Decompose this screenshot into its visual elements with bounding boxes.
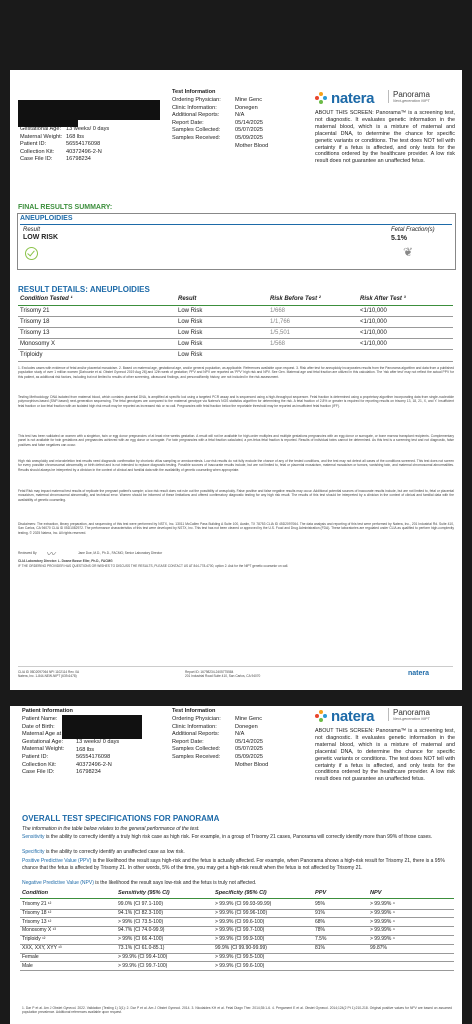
spec-cell: 99.9% (CI 99.90-99.99) (215, 945, 267, 951)
row-divider (18, 349, 453, 350)
spec-cell: Male (22, 962, 33, 969)
spec-cell: > 99.99% ⁴ (370, 918, 395, 925)
spec-cell: Trisomy 13 ¹² (22, 918, 52, 925)
footer-left: CLIA ID 05D2097064 NPI 1102114 Rev. 0A Natera, Inc. 1-844-NEW-NIPT (639-6478) (18, 670, 80, 678)
natera-logo-icon (315, 710, 328, 723)
spec-cell: > 99.9% (CI 99.4-100) (118, 953, 168, 960)
questions-note: IF THE ORDERING PROVIDER HAS QUESTIONS OR WISHES TO DISCUSS THE RESULTS, PLEASE CONTACT US AT 844-778-4700, option 2. Ask for the NIPT genetic counselor on call. (18, 564, 289, 568)
spec-cell: > 99% (CI 73.5-100) (118, 918, 164, 925)
spec-cell: Triploidy ¹² (22, 936, 46, 943)
about-this-screen-2: ABOUT THIS SCREEN: Panorama™ is a screening test, not diagnostic. It evaluates genetic information in the maternal blood, which is a mixture of maternal and placental DNA, to determine the chance for specific genetic variants or conditions. The test does NOT tell with certainty if a fetus is affected, and only tests for the conditions ordered by the healthcare provider. A low risk result does not guarantee an unaffected fetus. (315, 728, 455, 783)
col-risk-before: Risk Before Test ² (270, 296, 321, 302)
row-divider (20, 970, 454, 971)
test-info-title-2: Test Information (172, 708, 216, 714)
report-page-2: Patient Information Patient Name: Date of Birth: Maternal Age at Gestational Age: Maternal Weight: Patient ID: Collection Kit: Case File ID: 13 weeks/ 0 days 168 lbs 56554176098 40372496-2-N 16798234 Test Information Ordering Physician: Clinic Information: Additional Reports: Report Date: Samples Collected: Samples Received: Mine Genc Donegen N/A 05/14/2025 05/07/2025 05/09/2025 Mother Blood natera Panorama Next-generation NIPT ABOUT THIS SCREEN: Panorama™ is a screening test, not diagnostic. It evaluates genetic information in the maternal blood, which is a mixture of maternal and placental DNA, to determine the chance for specific genetic variants or conditions. The test does NOT tell with certainty if a fetus is affected, and only tests for the conditions ordered by the healthcare provider. A low risk result does not guarantee an unaffected fetus. OVERALL TEST SPECIFICATIONS FOR PANORAMA The information in the table below relates to the general performance of the test. Sensitivity is the ability to correctly identify a truly high risk case as high risk. For example, in a group of Trisomy 21 cases, Panorama will correctly identify more than 99% of those cases. Specificity is the ability to correctly identify an unaffected case as low risk. Positive Predictive Value (PPV) is the likelihood the result says high-risk and the fetus is actually affected. For example, when Panorama shows a high-risk result for Trisomy 21, there is a 95% chance that the fetus is affected by Trisomy 21. In other words, 5% of the time, you may get a high-risk result when the fetus is not affected by Trisomy 21. Negative Predictive Value (NPV) is the likelihood the result says low-risk and the fetus is truly not affected. Condition Sensitivity (95% CI) Specificity (95% CI) PPV NPV Trisomy 21 ¹² 99.0% (CI 97.1-100) > 99.9% (CI 99.93-99.99) 95% > 99.99% ⁴ Trisomy 18 ¹² 94.1% (CI 82.3-100) > 99.9% (CI 99.96-100) 91% > 99.99% ⁴ Trisomy 13 ¹² > 99% (CI 73.5-100) > 99.9% (CI 99.6-100) 68% > 99.99% ⁴ Monosomy X ¹³ 94.7% (CI 74.0-99.9) > 99.9% (CI 99.7-100) 78% > 99.99% ⁴ Triploidy ¹² > 99% (CI 66.4-100) > 99.9% (CI 99.9-100) 7.5% > 99.99% ⁴ XXX, XXY, XYY ¹³ 73.1% (CI 61.0-85.1) 99.9% (CI 99.90-99.99) 81% 99.87% Female > 99.9% (CI 99.4-100) > 99.9% (CI 99.5-100) Male > 99.9% (CI 99.7-100) > 99.9% (CI 99.6-100) 1. Dar P et al. Am J Obstet Gynecol. 2022. Validation (Testing 1) 3(1): 2. Dar P et al. Am J Obstet Gynecol. 2014. 3. Nicolaides KH et al. Fetal Diagn Ther. 2014;35:1-6. 4. Pergament E et al. Obstet Gynecol. 2014;124(2 Pt 1):210-218. Original positive values for NPV are based on assumed population prevalence. Additional references available upon request. (10, 706, 462, 1024)
spec-cell: Female (22, 953, 39, 960)
footer-rule (18, 666, 453, 667)
specs-heading: OVERALL TEST SPECIFICATIONS FOR PANORAMA (22, 814, 220, 823)
spec-cell: > 99.9% (CI 99.7-100) (118, 962, 168, 969)
checkmark-icon (25, 247, 38, 260)
spec-cell: > 99.99% ⁴ (370, 936, 395, 943)
natera-logo-2: natera (315, 708, 374, 725)
spec-cell: 81% (315, 945, 326, 951)
lab-director: CLIA Laboratory Director: L. Doane Bosse Eller, Ph.D., FACMG (18, 559, 113, 563)
specs-references: 1. Dar P et al. Am J Obstet Gynecol. 2022. Validation (Testing 1) 3(1): 2. Dar P et al. Am J Obstet Gynecol. 2014. 3. Nicolaides KH et al. Fetal Diagn Ther. 2014;35:1-6. 4. Pergament E et al. Obstet Gynecol. 2014;124(2 Pt 1):210-218. Original positive values for NPV are based on assumed population prevalence. Additional references available upon request. (22, 1006, 452, 1015)
high-risk-note: High risk aneuploidy and microdeletion test results need diagnostic confirmation by chorionic villus sampling or amniocentesis. Low risk results do not fully exclude the chance of any of the tested conditions, and the test may not detect all cases of the conditions screened. This test does not screen for every possible chromosomal abnormality or birth defect and is not intended to replace diagnostic testing. Possible sources of inaccurate results include, but are not limited to, fetal or placental mosaicism, maternal mosaicism or tumors, vanishing twin, and maternal chromosomal abnormalities. Results should always be interpreted by a clinician in the context of clinical and familial data with the availability of genetic counseling when appropriate. (18, 459, 454, 472)
result-label: Result (23, 227, 41, 233)
row-divider (18, 361, 453, 362)
natera-logo-icon (315, 92, 328, 105)
spec-cell: 99.87% (370, 945, 387, 951)
spec-cell: Monosomy X ¹³ (22, 927, 56, 934)
patient-values: 13 weeks/ 0 days 168 lbs 56554176098 40372496-2-N 16798234 (66, 126, 110, 163)
summary-box (17, 213, 456, 270)
validation-note: This test has been validated on women with a singleton, twin or egg donor pregnancies of at least nine weeks gestation. A result will not be available for high-order multiples and multiple gestations pregnancies with an egg donor or surrogate, or bone marrow transplant recipients. Complementary panel is not available for twin gestations and pregnancies achieved with an egg donor or surrogate. For twin pregnancies with a fetal fraction calculated, a per-fetus fetal fraction is reported. Results of individual twins cannot be determined. As this test is a screening test and not diagnostic, false positives and false negatives can occur. (18, 434, 454, 447)
testing-methodology: Testing Methodology: DNA isolated from maternal blood, which contains placental DNA, is amplified at specific loci using a targeted PCR assay and is sequenced using a high-throughput sequencer. Fetal fraction is determined using a proprietary algorithm incorporating data from single-nucleotide polymorphism-based (SNP-based) next-generation sequencing. The fetal genotypes are compared to the maternal genotype via Natera's NGS statistics algorithm for determining the risk. A fetal fraction of 2.8% or greater is required for reporting results on trisomy 13, 18, 21, X, and Y. Insufficient fetal fraction or low fetal fraction with an isolated high risk result may be reported as increased risk or no call. Pregnancies with fetal fraction below the reportable threshold may be reported as insufficient fetal fraction (IFF). (18, 395, 454, 408)
reviewed-by-label: Reviewed By (18, 551, 37, 555)
test-info-labels-2: Ordering Physician: Clinic Information: Additional Reports: Report Date: Samples Collected: Samples Received: (172, 716, 221, 760)
panorama-brand: Panorama Next-generation NIPT (388, 90, 430, 103)
table-header-rule (18, 305, 453, 306)
footnotes: 1. Excludes cases with evidence of fetal and/or placental mosaicism. 2. Based on maternal age, gestational age, and/or general population, as applicable. References available upon request. 3. Risk after test for aneuploidy incorporates results from the Panorama algorithm and data from a published population study of over 1 million women [Dahounie et al. Obstet Gynecol 2019 Aug 26] and 12th week of gestation; PPV and NPV are reported as 'PPV' high risk and NPV. See Gen. Maternal age and fetal fraction are utilized in this calculation. The 'risk after test' may not reflect the actual PPV for this patient, as additional risk factors, including but not limited to results of other screening, ultrasound findings, and personal/family history, are not included in the risk assessment. (18, 366, 454, 379)
panorama-brand-2: Panorama Next-generation NIPT (388, 708, 430, 721)
col-condition: Condition Tested ¹ (20, 296, 73, 302)
spec-cell: > 99.99% ⁴ (370, 901, 395, 907)
spec-cell: > 99.9% (CI 99.96-100) (215, 909, 268, 916)
patient-info-title: Patient Information (22, 708, 73, 714)
natera-logo: natera (315, 90, 374, 107)
spec-cell: > 99.9% (CI 99.9-100) (215, 936, 265, 943)
fetal-fraction-value: 5.1% (391, 235, 407, 242)
about-this-screen: ABOUT THIS SCREEN: Panorama™ is a screening test, not diagnostic. It evaluates genetic information in the maternal blood, which is a mixture of maternal and placental DNA, to determine the chance for specific genetic variants or conditions. The test does NOT tell with certainty if a fetus is affected, and only tests for the conditions ordered by the healthcare provider. A low risk result does not guarantee an unaffected fetus. (315, 110, 455, 165)
specs-intro: The information in the table below relates to the general performance of the test. (22, 826, 200, 832)
spec-cell: 78% (315, 927, 326, 934)
spec-cell: > 99.9% (CI 99.5-100) (215, 953, 265, 960)
summary-divider (20, 224, 452, 225)
dna-icon: ❦ (403, 245, 414, 259)
test-info-values-2: Mine Genc Donegen N/A 05/14/2025 05/07/2025 05/09/2025 Mother Blood (235, 716, 269, 768)
result-details-heading: RESULT DETAILS: ANEUPLOIDIES (18, 285, 150, 294)
specificity-definition: Specificity is the ability to correctly identify an unaffected case as low risk. (22, 849, 185, 855)
spec-cell: XXX, XXY, XYY ¹³ (22, 945, 62, 951)
row-divider (18, 316, 453, 317)
summary-subheading: ANEUPLOIDIES (20, 215, 73, 222)
footer-center: Report ID: 16798234-2405775584 201 Industrial Road Suite 410, San Carlos, CA 94070 (185, 670, 261, 678)
signer: Jane Doe, M.D., Ph.D., FACMG; Senior Laboratory Director (78, 551, 163, 555)
spec-cell: 94.1% (CI 82.3-100) (118, 909, 164, 916)
redacted-patient-name (18, 100, 160, 120)
spec-cell: 95% (315, 901, 326, 907)
test-info-values: Mine Genc Donegen N/A 05/14/2025 05/07/2025 05/09/2025 Mother Blood (235, 97, 269, 149)
limitations-note: Fetal Risk may impact maternal test results of replicate the pregnant patient's sample; a low risk result does not rule out the possibility of aneuploidy. False positive and false negative results may occur. Additional potential sources of inaccurate results include, but are not limited to, fetal or placental mosaicism, maternal chromosomal abnormality, and technical error. Women should be informed of these limitations and offered confirmatory diagnostic testing for any high risk result. The results of this test should be interpreted by a clinician in the context of clinical and familial data with the availability of genetic counseling. (18, 489, 454, 502)
row-divider (18, 327, 453, 328)
disclaimers: Disclaimers: The extraction, library preparation, and sequencing of this test were performed by NSTX, Inc. 13011 McCallen Pass Building A Suite 100, Austin, TX 78753 CLIA ID 45D2097064. The data analysis and reporting of this test were performed by Natera, Inc., 201 Industrial Rd. Suite 410, San Carlos, CA 94070 CLIA ID 05D1082972. The performance characteristics of this test were developed by NSTX, Inc. This test has not been cleared or approved by the U.S. Food and Drug Administration (FDA). These laboratories are regulated under CLIA as qualified to perform high-complexity testing. © 2025 Natera, Inc. All rights reserved. (18, 522, 454, 535)
spec-cell: > 99.9% (CI 99.6-100) (215, 962, 265, 969)
test-info-labels: Ordering Physician: Clinic Information: Additional Reports: Report Date: Samples Collected: Samples Received: (172, 97, 221, 141)
patient-values-2: 13 weeks/ 0 days 168 lbs 56554176098 40372496-2-N 16798234 (76, 739, 120, 776)
spec-cell: 7.5% (315, 936, 327, 943)
spec-cell: > 99.99% ⁴ (370, 927, 395, 934)
spec-cell: 94.7% (CI 74.0-99.9) (118, 927, 165, 934)
spec-cell: 68% (315, 918, 326, 925)
spec-cell: 99.0% (CI 97.1-100) (118, 901, 164, 907)
spec-cell: > 99.9% (CI 99.6-100) (215, 918, 265, 925)
test-info-title: Test Information (172, 89, 216, 95)
spec-cell: 91% (315, 909, 326, 916)
row-divider (18, 338, 453, 339)
redacted-patient-name-2 (62, 715, 142, 739)
npv-definition: Negative Predictive Value (NPV) is the likelihood the result says low-risk and the fetus is truly not affected. (22, 880, 257, 886)
fetal-fraction-label: Fetal Fraction(s) (391, 227, 435, 233)
patient-labels-2: Patient Name: Date of Birth: Maternal Age at Gestational Age: Maternal Weight: Patient ID: Collection Kit: Case File ID: (22, 716, 65, 776)
signature-mark: 〰 (46, 549, 56, 559)
col-risk-after: Risk After Test ³ (360, 296, 406, 302)
ppv-definition: Positive Predictive Value (PPV) is the likelihood the result says high-risk and the fetus is actually affected. For example, when Panorama shows a high-risk result for Trisomy 21, there is a 95% chance that the fetus is affected by Trisomy 21. In other words, 5% of the time, you may get a high-risk result when the fetus is not affected by Trisomy 21. (22, 858, 445, 871)
spec-cell: > 99% (CI 66.4-100) (118, 936, 164, 943)
result-value: LOW RISK (23, 234, 58, 241)
footer-logo: natera (408, 670, 430, 677)
sensitivity-definition: Sensitivity is the ability to correctly identify a truly high risk case as high risk. For example, in a group of Trisomy 21 cases, Panorama will correctly identify more than 99% of those cases. (22, 834, 433, 840)
spec-cell: > 99.9% (CI 99.93-99.99) (215, 901, 272, 907)
col-result: Result (178, 296, 197, 302)
spec-cell: Trisomy 21 ¹² (22, 901, 52, 907)
patient-labels: Gestational Age: Maternal Weight: Patient ID: Collection Kit: Case File ID: (20, 126, 63, 163)
spec-cell: Trisomy 18 ¹² (22, 909, 52, 916)
spec-cell: > 99.9% (CI 99.7-100) (215, 927, 265, 934)
specs-header-rule (20, 898, 454, 899)
spec-cell: > 99.99% ⁴ (370, 909, 395, 916)
final-summary-heading: FINAL RESULTS SUMMARY: (18, 204, 113, 211)
report-page-1: Gestational Age: Maternal Weight: Patient ID: Collection Kit: Case File ID: 13 weeks/ 0 days 168 lbs 56554176098 40372496-2-N 16798234 Test Information Ordering Physician: Clinic Information: Additional Reports: Report Date: Samples Collected: Samples Received: Mine Genc Donegen N/A 05/14/2025 05/07/2025 05/09/2025 Mother Blood natera Panorama Next-generation NIPT ABOUT THIS SCREEN: Panorama™ is a screening test, not diagnostic. It evaluates genetic information in the maternal blood, which is a mixture of maternal and placental DNA, to determine the chance for specific genetic variants or conditions. The test does NOT tell with certainty if a fetus is affected, and only tests for the conditions ordered by the healthcare provider. A low risk result does not guarantee an unaffected fetus. FINAL RESULTS SUMMARY: ANEUPLOIDIES Result LOW RISK Fetal Fraction(s) 5.1% ❦ RESULT DETAILS: ANEUPLOIDIES Condition Tested ¹ Result Risk Before Test ² Risk After Test ³ Trisomy 21 Low Risk 1/668 <1/10,000 Trisomy 18 Low Risk 1/1,766 <1/10,000 Trisomy 13 Low Risk 1/5,501 <1/10,000 Monosomy X Low Risk 1/568 <1/10,000 Triploidy Low Risk 1. Excludes cases with evidence of fetal and/or placental mosaicism. 2. Based on maternal age, gestational age, and/or general population, as applicable. References available upon request. 3. Risk after test for aneuploidy incorporates results from the Panorama algorithm and data from a published population study of over 1 million women [Dahounie et al. Obstet Gynecol 2019 Aug 26] and 12th week of gestation; PPV and NPV are reported as 'PPV' high risk and NPV. See Gen. Maternal age and fetal fraction are utilized in this calculation. The 'risk after test' may not reflect the actual PPV for this patient, as additional risk factors, including but not limited to results of other screening, ultrasound findings, and personal/family history, are not included in the risk assessment. Testing Methodology: DNA isolated from maternal blood, which contains placental DNA, is amplified at specific loci using a targeted PCR assay and is sequenced using a high-throughput sequencer. Fetal fraction is determined using a proprietary algorithm incorporating data from single-nucleotide polymorphism-based (SNP-based) next-generation sequencing. The fetal genotypes are compared to the maternal genotype via Natera's NGS statistics algorithm for determining the risk. A fetal fraction of 2.8% or greater is required for reporting results on trisomy 13, 18, 21, X, and Y. Insufficient fetal fraction or low fetal fraction with an isolated high risk result may be reported as increased risk or no call. Pregnancies with fetal fraction below the reportable threshold may be reported as insufficient fetal fraction (IFF). This test has been validated on women with a singleton, twin or egg donor pregnancies of at least nine weeks gestation. A result will not be available for high-order multiples and multiple gestations pregnancies with an egg donor or surrogate, or bone marrow transplant recipients. Complementary panel is not available for twin gestations and pregnancies achieved with an egg donor or surrogate. For twin pregnancies with a fetal fraction calculated, a per-fetus fetal fraction is reported. Results of individual twins cannot be determined. As this test is a screening test and not diagnostic, false positives and false negatives can occur. High risk aneuploidy and microdeletion test results need diagnostic confirmation by chorionic villus sampling or amniocentesis. Low risk results do not fully exclude the chance of any of the tested conditions, and the test may not detect all cases of the conditions screened. This test does not screen for every possible chromosomal abnormality or birth defect and is not intended to replace diagnostic testing. Possible sources of inaccurate results include, but are not limited to, fetal or placental mosaicism, maternal mosaicism or tumors, vanishing twin, and maternal chromosomal abnormalities. Results should always be interpreted by a clinician in the context of clinical and familial data with the availability of genetic counseling when appropriate. Fetal Risk may impact maternal test results of replicate the pregnant patient's sample; a low risk result does not rule out the possibility of aneuploidy. False positive and false negative results may occur. Additional potential sources of inaccurate results include, but are not limited to, fetal or placental mosaicism, maternal chromosomal abnormality, and technical error. Women should be informed of these limitations and offered confirmatory diagnostic testing for any high risk result. The results of this test should be interpreted by a clinician in the context of clinical and familial data with the availability of genetic counseling. Disclaimers: The extraction, library preparation, and sequencing of this test were performed by NSTX, Inc. 13011 McCallen Pass Building A Suite 100, Austin, TX 78753 CLIA ID 45D2097064. The data analysis and reporting of this test were performed by Natera, Inc., 201 Industrial Rd. Suite 410, San Carlos, CA 94070 CLIA ID 05D1082972. The performance characteristics of this test were developed by NSTX, Inc. This test has not been cleared or approved by the U.S. Food and Drug Administration (FDA). These laboratories are regulated under CLIA as qualified to perform high-complexity testing. © 2025 Natera, Inc. All rights reserved. Reviewed By 〰 Jane Doe, M.D., Ph.D., FACMG; Senior Laboratory Director CLIA Laboratory Director: L. Doane Bosse Eller, Ph.D., FACMG IF THE ORDERING PROVIDER HAS QUESTIONS OR WISHES TO DISCUSS THE RESULTS, PLEASE CONTACT US AT 844-778-4700, option 2. Ask for the NIPT genetic counselor on call. CLIA ID 05D2097064 NPI 1102114 Rev. 0A Natera, Inc. 1-844-NEW-NIPT (639-6478) Report ID: 16798234-2405775584 201 Industrial Road Suite 410, San Carlos, CA 94070 natera (10, 70, 462, 690)
spec-cell: 73.1% (CI 61.0-85.1) (118, 945, 165, 951)
